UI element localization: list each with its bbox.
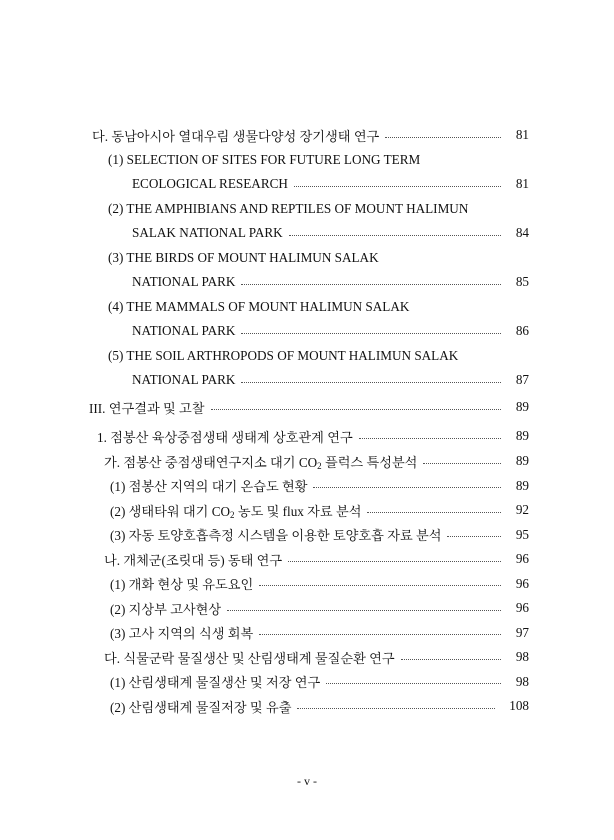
- dot-leader: [241, 333, 501, 334]
- dot-leader: [211, 409, 501, 410]
- toc-entry[interactable]: (3) THE BIRDS OF MOUNT HALIMUN SALAK: [108, 249, 379, 265]
- dot-leader: [447, 536, 501, 537]
- dot-leader: [227, 610, 501, 611]
- toc-entry[interactable]: 다. 동남아시아 열대우림 생물다양성 장기생태 연구 81: [92, 127, 529, 144]
- toc-entry[interactable]: 가. 점봉산 중점생태연구지소 대기 $CO_2$ 플럭스 특성분석 89: [104, 453, 529, 471]
- dot-leader: [259, 585, 501, 586]
- dot-leader: [241, 284, 501, 285]
- toc-entry[interactable]: NATIONAL PARK 85: [132, 274, 529, 289]
- page-number-footer: - v -: [297, 774, 317, 788]
- dot-leader: [297, 708, 495, 709]
- toc-chapter[interactable]: III. 연구결과 및 고찰 89: [89, 399, 529, 416]
- toc-section[interactable]: 1. 점봉산 육상중점생태 생태계 상호관계 연구 89: [97, 428, 529, 445]
- toc-entry[interactable]: SALAK NATIONAL PARK 84: [132, 225, 529, 240]
- dot-leader: [288, 561, 501, 562]
- toc-entry[interactable]: 다. 식물군락 물질생산 및 산림생태계 물질순환 연구 98: [104, 649, 529, 666]
- dot-leader: [359, 438, 501, 439]
- toc-entry[interactable]: (3) 자동 토양호흡측정 시스템을 이용한 토양호흡 자료 분석 95: [110, 526, 529, 543]
- dot-leader: [385, 137, 501, 138]
- dot-leader: [313, 487, 501, 488]
- toc-entry[interactable]: (2) 지상부 고사현상 96: [110, 600, 529, 617]
- toc-entry[interactable]: NATIONAL PARK 86: [132, 323, 529, 338]
- dot-leader: [326, 683, 501, 684]
- toc-entry[interactable]: (1) 개화 현상 및 유도요인 96: [110, 575, 529, 592]
- toc-entry[interactable]: (2) 산림생태계 물질저장 및 유출 108: [110, 698, 529, 715]
- dot-leader: [241, 382, 501, 383]
- toc-entry[interactable]: (2) THE AMPHIBIANS AND REPTILES OF MOUNT HALIMUN: [108, 200, 469, 216]
- toc-entry[interactable]: ECOLOGICAL RESEARCH 81: [132, 176, 529, 191]
- toc-entry[interactable]: (3) 고사 지역의 식생 회복 97: [110, 624, 529, 641]
- toc-entry[interactable]: 나. 개체군(조릿대 등) 동태 연구 96: [104, 551, 529, 568]
- dot-leader: [259, 634, 501, 635]
- toc-entry[interactable]: (2) 생태타워 대기 $CO_2$ 농도 및 flux 자료 분석 92: [110, 502, 529, 520]
- toc-entry[interactable]: (5) THE SOIL ARTHROPODS OF MOUNT HALIMUN SALAK: [108, 347, 459, 363]
- dot-leader: [289, 235, 501, 236]
- dot-leader: [367, 512, 501, 513]
- toc-entry[interactable]: (1) SELECTION OF SITES FOR FUTURE LONG TERM: [108, 151, 421, 167]
- dot-leader: [423, 463, 501, 464]
- toc-entry[interactable]: (1) 점봉산 지역의 대기 온습도 현황 89: [110, 477, 529, 494]
- toc-entry[interactable]: (1) 산림생태계 물질생산 및 저장 연구 98: [110, 673, 529, 690]
- toc-entry[interactable]: NATIONAL PARK 87: [132, 372, 529, 387]
- dot-leader: [294, 186, 501, 187]
- dot-leader: [401, 659, 501, 660]
- toc-entry[interactable]: (4) THE MAMMALS OF MOUNT HALIMUN SALAK: [108, 298, 410, 314]
